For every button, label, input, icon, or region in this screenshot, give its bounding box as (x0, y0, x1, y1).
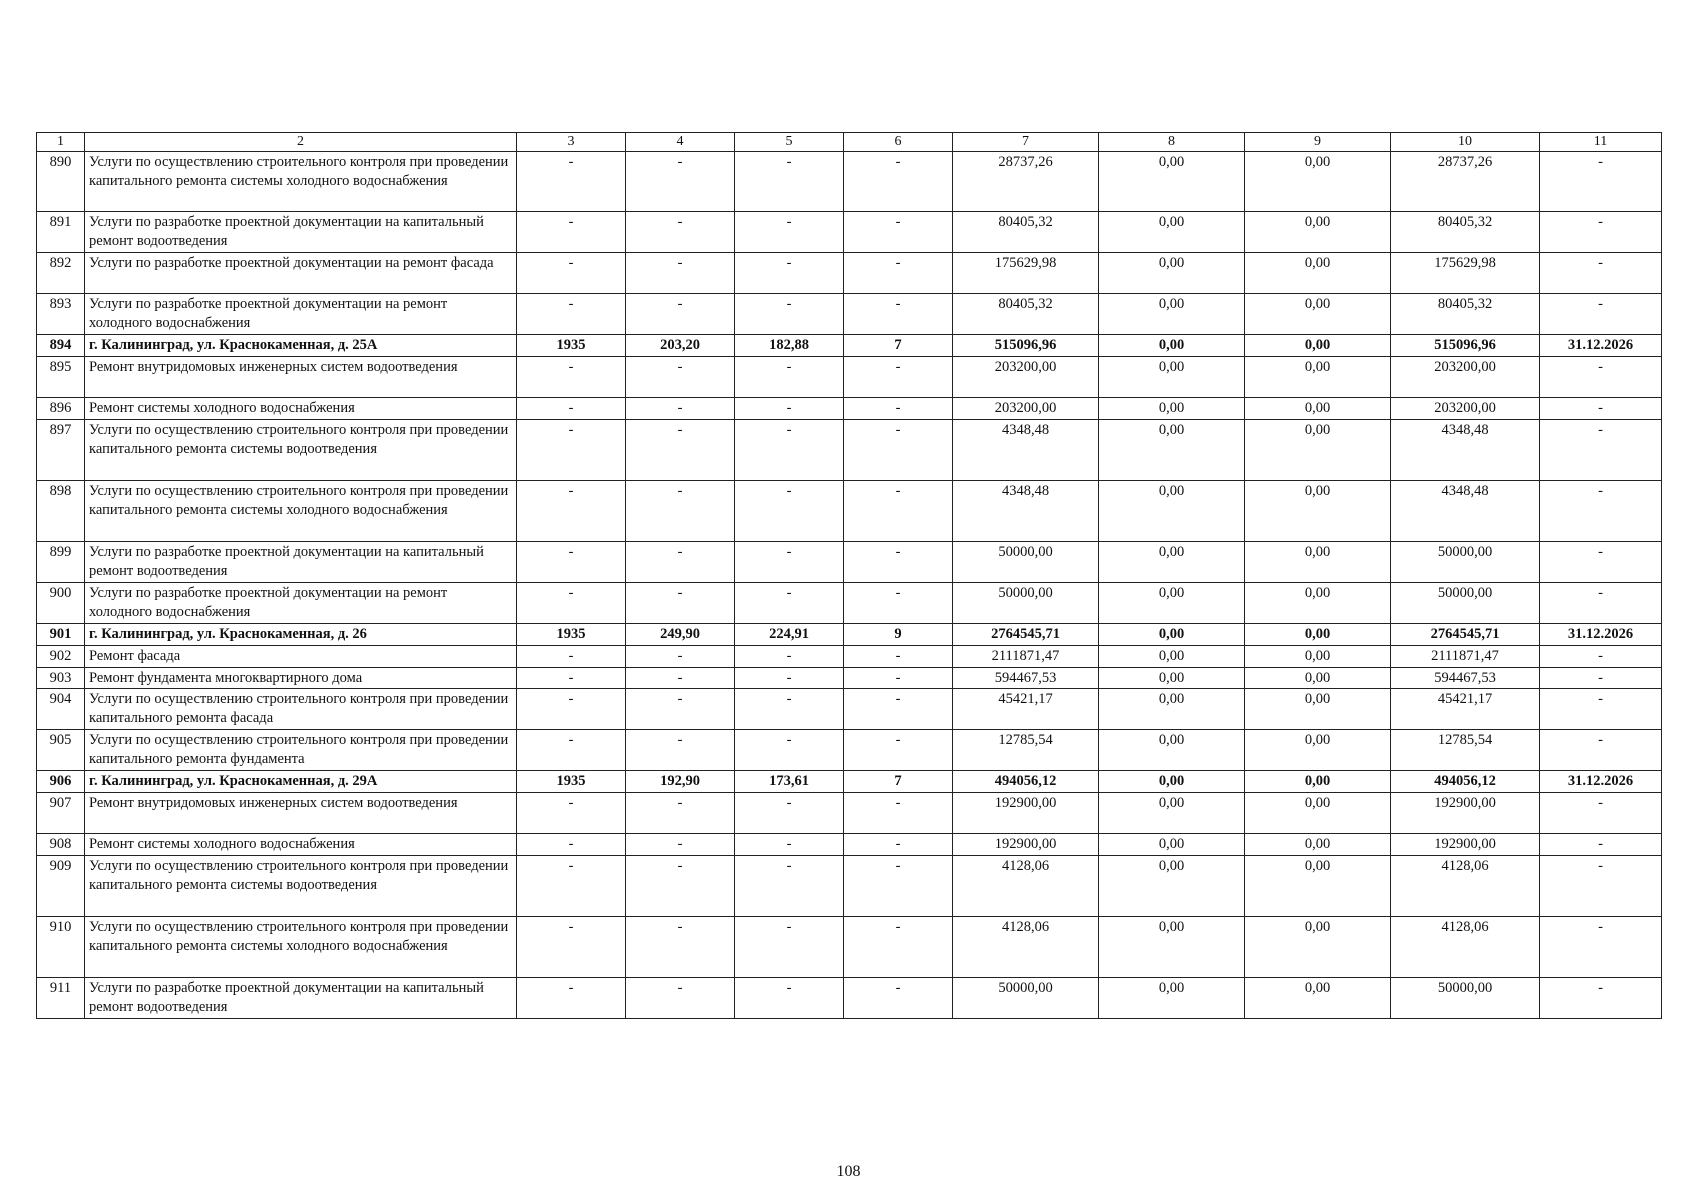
total-area-cell: 192,90 (626, 771, 735, 793)
fund-cost-cell: 45421,17 (1391, 689, 1540, 730)
cost-col9-cell: 0,00 (1245, 645, 1391, 667)
residents-cell: - (844, 667, 953, 689)
build-year-cell: 1935 (517, 771, 626, 793)
cost-col9-cell: 0,00 (1245, 689, 1391, 730)
column-header: 4 (626, 133, 735, 152)
deadline-cell: - (1540, 645, 1662, 667)
row-number-cell: 900 (37, 582, 85, 623)
fund-cost-cell: 594467,53 (1391, 667, 1540, 689)
total-area-cell: - (626, 730, 735, 771)
living-area-cell: - (735, 212, 844, 253)
living-area-cell: - (735, 294, 844, 335)
address-row (37, 771, 1662, 793)
total-cost-cell: 2111871,47 (953, 645, 1099, 667)
total-area-cell: - (626, 917, 735, 978)
total-cost-cell: 4128,06 (953, 856, 1099, 917)
row-number-cell: 908 (37, 834, 85, 856)
build-year-cell: - (517, 541, 626, 582)
living-area-cell: - (735, 645, 844, 667)
item-name-cell: г. Калининград, ул. Краснокаменная, д. 26 (85, 623, 517, 645)
build-year-cell: - (517, 582, 626, 623)
cost-col8-cell: 0,00 (1099, 856, 1245, 917)
fund-cost-cell: 203200,00 (1391, 357, 1540, 398)
residents-cell: - (844, 419, 953, 480)
table-row (37, 582, 1662, 623)
deadline-cell: - (1540, 253, 1662, 294)
fund-cost-cell: 4348,48 (1391, 419, 1540, 480)
residents-cell: - (844, 212, 953, 253)
fund-cost-cell: 2764545,71 (1391, 623, 1540, 645)
cost-col9-cell: 0,00 (1245, 978, 1391, 1019)
page-number: 108 (836, 1163, 861, 1180)
total-area-cell: - (626, 689, 735, 730)
total-cost-cell: 50000,00 (953, 978, 1099, 1019)
build-year-cell: - (517, 398, 626, 420)
row-number-cell: 907 (37, 793, 85, 834)
deadline-cell: - (1540, 419, 1662, 480)
cost-col8-cell: 0,00 (1099, 335, 1245, 357)
living-area-cell: - (735, 419, 844, 480)
residents-cell: 9 (844, 623, 953, 645)
deadline-cell: - (1540, 667, 1662, 689)
row-number-cell: 906 (37, 771, 85, 793)
deadline-cell: 31.12.2026 (1540, 335, 1662, 357)
table-row (37, 152, 1662, 212)
item-name-cell: Ремонт системы холодного водоснабжения (85, 834, 517, 856)
total-cost-cell: 175629,98 (953, 253, 1099, 294)
deadline-cell: - (1540, 480, 1662, 541)
total-area-cell: - (626, 856, 735, 917)
column-header: 11 (1540, 133, 1662, 152)
item-name-cell: Услуги по осуществлению строительного контроля при проведении капитального ремонта системы холодного водоснабжения (85, 480, 517, 541)
build-year-cell: - (517, 253, 626, 294)
build-year-cell: - (517, 212, 626, 253)
cost-col9-cell: 0,00 (1245, 419, 1391, 480)
table-row (37, 689, 1662, 730)
item-name-cell: г. Калининград, ул. Краснокаменная, д. 25А (85, 335, 517, 357)
cost-col8-cell: 0,00 (1099, 398, 1245, 420)
total-area-cell: - (626, 419, 735, 480)
table-row (37, 253, 1662, 294)
total-cost-cell: 203200,00 (953, 398, 1099, 420)
residents-cell: - (844, 645, 953, 667)
living-area-cell: - (735, 480, 844, 541)
residents-cell: - (844, 398, 953, 420)
column-header: 2 (85, 133, 517, 152)
repair-program-table (36, 132, 1662, 1019)
address-row (37, 335, 1662, 357)
item-name-cell: Услуги по осуществлению строительного контроля при проведении капитального ремонта фундамента (85, 730, 517, 771)
total-cost-cell: 50000,00 (953, 582, 1099, 623)
build-year-cell: - (517, 294, 626, 335)
cost-col9-cell: 0,00 (1245, 541, 1391, 582)
total-area-cell: - (626, 357, 735, 398)
row-number-cell: 904 (37, 689, 85, 730)
total-area-cell: - (626, 541, 735, 582)
total-cost-cell: 12785,54 (953, 730, 1099, 771)
item-name-cell: Услуги по осуществлению строительного контроля при проведении капитального ремонта фасада (85, 689, 517, 730)
build-year-cell: - (517, 357, 626, 398)
cost-col8-cell: 0,00 (1099, 253, 1245, 294)
item-name-cell: Услуги по разработке проектной документации на капитальный ремонт водоотведения (85, 541, 517, 582)
cost-col9-cell: 0,00 (1245, 152, 1391, 212)
cost-col9-cell: 0,00 (1245, 294, 1391, 335)
row-number-cell: 890 (37, 152, 85, 212)
row-number-cell: 903 (37, 667, 85, 689)
build-year-cell: 1935 (517, 335, 626, 357)
table-row (37, 419, 1662, 480)
total-cost-cell: 494056,12 (953, 771, 1099, 793)
cost-col9-cell: 0,00 (1245, 667, 1391, 689)
total-cost-cell: 203200,00 (953, 357, 1099, 398)
fund-cost-cell: 2111871,47 (1391, 645, 1540, 667)
living-area-cell: - (735, 582, 844, 623)
document-page (36, 132, 1661, 1019)
living-area-cell: 224,91 (735, 623, 844, 645)
table-row (37, 978, 1662, 1019)
cost-col8-cell: 0,00 (1099, 357, 1245, 398)
cost-col8-cell: 0,00 (1099, 978, 1245, 1019)
residents-cell: - (844, 917, 953, 978)
cost-col9-cell: 0,00 (1245, 357, 1391, 398)
cost-col8-cell: 0,00 (1099, 645, 1245, 667)
item-name-cell: г. Калининград, ул. Краснокаменная, д. 29А (85, 771, 517, 793)
item-name-cell: Услуги по осуществлению строительного контроля при проведении капитального ремонта системы водоотведения (85, 856, 517, 917)
column-number-header-row (37, 133, 1662, 152)
total-area-cell: - (626, 212, 735, 253)
fund-cost-cell: 515096,96 (1391, 335, 1540, 357)
living-area-cell: - (735, 834, 844, 856)
item-name-cell: Ремонт фасада (85, 645, 517, 667)
cost-col8-cell: 0,00 (1099, 834, 1245, 856)
row-number-cell: 901 (37, 623, 85, 645)
living-area-cell: - (735, 730, 844, 771)
table-row (37, 357, 1662, 398)
build-year-cell: - (517, 978, 626, 1019)
deadline-cell: - (1540, 834, 1662, 856)
column-header: 9 (1245, 133, 1391, 152)
fund-cost-cell: 50000,00 (1391, 978, 1540, 1019)
row-number-cell: 891 (37, 212, 85, 253)
total-area-cell: - (626, 294, 735, 335)
table-row (37, 917, 1662, 978)
fund-cost-cell: 4128,06 (1391, 856, 1540, 917)
total-cost-cell: 45421,17 (953, 689, 1099, 730)
total-area-cell: - (626, 253, 735, 294)
build-year-cell: - (517, 152, 626, 212)
residents-cell: - (844, 689, 953, 730)
total-area-cell: - (626, 152, 735, 212)
cost-col8-cell: 0,00 (1099, 294, 1245, 335)
total-cost-cell: 4128,06 (953, 917, 1099, 978)
row-number-cell: 892 (37, 253, 85, 294)
cost-col8-cell: 0,00 (1099, 623, 1245, 645)
row-number-cell: 894 (37, 335, 85, 357)
column-header: 7 (953, 133, 1099, 152)
table-row (37, 793, 1662, 834)
total-area-cell: - (626, 645, 735, 667)
living-area-cell: - (735, 917, 844, 978)
fund-cost-cell: 28737,26 (1391, 152, 1540, 212)
table-row (37, 645, 1662, 667)
cost-col9-cell: 0,00 (1245, 856, 1391, 917)
row-number-cell: 898 (37, 480, 85, 541)
living-area-cell: - (735, 667, 844, 689)
total-cost-cell: 515096,96 (953, 335, 1099, 357)
fund-cost-cell: 494056,12 (1391, 771, 1540, 793)
table-row (37, 667, 1662, 689)
total-cost-cell: 80405,32 (953, 212, 1099, 253)
table-row (37, 294, 1662, 335)
total-cost-cell: 4348,48 (953, 419, 1099, 480)
cost-col8-cell: 0,00 (1099, 480, 1245, 541)
deadline-cell: - (1540, 152, 1662, 212)
total-cost-cell: 50000,00 (953, 541, 1099, 582)
item-name-cell: Услуги по разработке проектной документации на ремонт фасада (85, 253, 517, 294)
item-name-cell: Услуги по осуществлению строительного контроля при проведении капитального ремонта системы водоотведения (85, 419, 517, 480)
living-area-cell: - (735, 398, 844, 420)
living-area-cell: - (735, 856, 844, 917)
total-area-cell: - (626, 667, 735, 689)
deadline-cell: 31.12.2026 (1540, 623, 1662, 645)
deadline-cell: - (1540, 978, 1662, 1019)
residents-cell: - (844, 480, 953, 541)
deadline-cell: 31.12.2026 (1540, 771, 1662, 793)
living-area-cell: - (735, 357, 844, 398)
cost-col8-cell: 0,00 (1099, 917, 1245, 978)
table-row (37, 541, 1662, 582)
build-year-cell: - (517, 917, 626, 978)
fund-cost-cell: 203200,00 (1391, 398, 1540, 420)
cost-col8-cell: 0,00 (1099, 419, 1245, 480)
residents-cell: - (844, 253, 953, 294)
total-area-cell: - (626, 834, 735, 856)
build-year-cell: - (517, 645, 626, 667)
item-name-cell: Услуги по осуществлению строительного контроля при проведении капитального ремонта системы холодного водоснабжения (85, 917, 517, 978)
item-name-cell: Ремонт фундамента многоквартирного дома (85, 667, 517, 689)
cost-col9-cell: 0,00 (1245, 212, 1391, 253)
cost-col8-cell: 0,00 (1099, 771, 1245, 793)
fund-cost-cell: 4128,06 (1391, 917, 1540, 978)
deadline-cell: - (1540, 541, 1662, 582)
deadline-cell: - (1540, 398, 1662, 420)
cost-col8-cell: 0,00 (1099, 689, 1245, 730)
cost-col9-cell: 0,00 (1245, 834, 1391, 856)
living-area-cell: - (735, 541, 844, 582)
cost-col9-cell: 0,00 (1245, 793, 1391, 834)
total-cost-cell: 192900,00 (953, 834, 1099, 856)
cost-col8-cell: 0,00 (1099, 667, 1245, 689)
cost-col9-cell: 0,00 (1245, 917, 1391, 978)
residents-cell: - (844, 294, 953, 335)
cost-col8-cell: 0,00 (1099, 793, 1245, 834)
table-row (37, 730, 1662, 771)
item-name-cell: Ремонт внутридомовых инженерных систем водоотведения (85, 793, 517, 834)
build-year-cell: - (517, 793, 626, 834)
residents-cell: - (844, 793, 953, 834)
table-row (37, 398, 1662, 420)
item-name-cell: Ремонт внутридомовых инженерных систем водоотведения (85, 357, 517, 398)
build-year-cell: - (517, 419, 626, 480)
row-number-cell: 899 (37, 541, 85, 582)
living-area-cell: 173,61 (735, 771, 844, 793)
cost-col9-cell: 0,00 (1245, 253, 1391, 294)
living-area-cell: - (735, 793, 844, 834)
total-area-cell: - (626, 978, 735, 1019)
address-row (37, 623, 1662, 645)
cost-col9-cell: 0,00 (1245, 771, 1391, 793)
fund-cost-cell: 175629,98 (1391, 253, 1540, 294)
residents-cell: - (844, 541, 953, 582)
row-number-cell: 905 (37, 730, 85, 771)
total-cost-cell: 594467,53 (953, 667, 1099, 689)
fund-cost-cell: 80405,32 (1391, 212, 1540, 253)
build-year-cell: - (517, 667, 626, 689)
total-cost-cell: 28737,26 (953, 152, 1099, 212)
table-row (37, 834, 1662, 856)
total-cost-cell: 2764545,71 (953, 623, 1099, 645)
residents-cell: - (844, 834, 953, 856)
total-area-cell: 203,20 (626, 335, 735, 357)
total-cost-cell: 192900,00 (953, 793, 1099, 834)
total-cost-cell: 80405,32 (953, 294, 1099, 335)
deadline-cell: - (1540, 730, 1662, 771)
cost-col9-cell: 0,00 (1245, 582, 1391, 623)
row-number-cell: 895 (37, 357, 85, 398)
cost-col8-cell: 0,00 (1099, 541, 1245, 582)
column-header: 6 (844, 133, 953, 152)
column-header: 10 (1391, 133, 1540, 152)
fund-cost-cell: 12785,54 (1391, 730, 1540, 771)
column-header: 5 (735, 133, 844, 152)
living-area-cell: - (735, 978, 844, 1019)
column-header: 3 (517, 133, 626, 152)
deadline-cell: - (1540, 357, 1662, 398)
residents-cell: - (844, 730, 953, 771)
build-year-cell: - (517, 689, 626, 730)
fund-cost-cell: 50000,00 (1391, 582, 1540, 623)
cost-col8-cell: 0,00 (1099, 152, 1245, 212)
total-cost-cell: 4348,48 (953, 480, 1099, 541)
total-area-cell: - (626, 480, 735, 541)
row-number-cell: 911 (37, 978, 85, 1019)
deadline-cell: - (1540, 856, 1662, 917)
cost-col8-cell: 0,00 (1099, 212, 1245, 253)
fund-cost-cell: 192900,00 (1391, 834, 1540, 856)
deadline-cell: - (1540, 582, 1662, 623)
row-number-cell: 897 (37, 419, 85, 480)
total-area-cell: - (626, 793, 735, 834)
row-number-cell: 909 (37, 856, 85, 917)
item-name-cell: Ремонт системы холодного водоснабжения (85, 398, 517, 420)
deadline-cell: - (1540, 294, 1662, 335)
deadline-cell: - (1540, 917, 1662, 978)
living-area-cell: - (735, 689, 844, 730)
table-row (37, 856, 1662, 917)
residents-cell: - (844, 856, 953, 917)
row-number-cell: 893 (37, 294, 85, 335)
cost-col9-cell: 0,00 (1245, 398, 1391, 420)
residents-cell: - (844, 152, 953, 212)
build-year-cell: 1935 (517, 623, 626, 645)
build-year-cell: - (517, 834, 626, 856)
build-year-cell: - (517, 480, 626, 541)
total-area-cell: - (626, 398, 735, 420)
row-number-cell: 910 (37, 917, 85, 978)
living-area-cell: 182,88 (735, 335, 844, 357)
living-area-cell: - (735, 152, 844, 212)
item-name-cell: Услуги по разработке проектной документации на ремонт холодного водоснабжения (85, 294, 517, 335)
living-area-cell: - (735, 253, 844, 294)
cost-col8-cell: 0,00 (1099, 730, 1245, 771)
cost-col9-cell: 0,00 (1245, 623, 1391, 645)
item-name-cell: Услуги по разработке проектной документации на капитальный ремонт водоотведения (85, 978, 517, 1019)
row-number-cell: 896 (37, 398, 85, 420)
cost-col9-cell: 0,00 (1245, 730, 1391, 771)
cost-col9-cell: 0,00 (1245, 335, 1391, 357)
deadline-cell: - (1540, 793, 1662, 834)
column-header: 8 (1099, 133, 1245, 152)
table-row (37, 480, 1662, 541)
residents-cell: - (844, 357, 953, 398)
item-name-cell: Услуги по разработке проектной документации на капитальный ремонт водоотведения (85, 212, 517, 253)
row-number-cell: 902 (37, 645, 85, 667)
build-year-cell: - (517, 730, 626, 771)
table-row (37, 212, 1662, 253)
item-name-cell: Услуги по разработке проектной документации на ремонт холодного водоснабжения (85, 582, 517, 623)
table-body (37, 133, 1662, 1019)
deadline-cell: - (1540, 212, 1662, 253)
item-name-cell: Услуги по осуществлению строительного контроля при проведении капитального ремонта системы холодного водоснабжения (85, 152, 517, 212)
residents-cell: 7 (844, 771, 953, 793)
residents-cell: - (844, 582, 953, 623)
fund-cost-cell: 50000,00 (1391, 541, 1540, 582)
total-area-cell: 249,90 (626, 623, 735, 645)
cost-col9-cell: 0,00 (1245, 480, 1391, 541)
fund-cost-cell: 192900,00 (1391, 793, 1540, 834)
build-year-cell: - (517, 856, 626, 917)
fund-cost-cell: 4348,48 (1391, 480, 1540, 541)
cost-col8-cell: 0,00 (1099, 582, 1245, 623)
deadline-cell: - (1540, 689, 1662, 730)
total-area-cell: - (626, 582, 735, 623)
residents-cell: 7 (844, 335, 953, 357)
column-header: 1 (37, 133, 85, 152)
fund-cost-cell: 80405,32 (1391, 294, 1540, 335)
residents-cell: - (844, 978, 953, 1019)
